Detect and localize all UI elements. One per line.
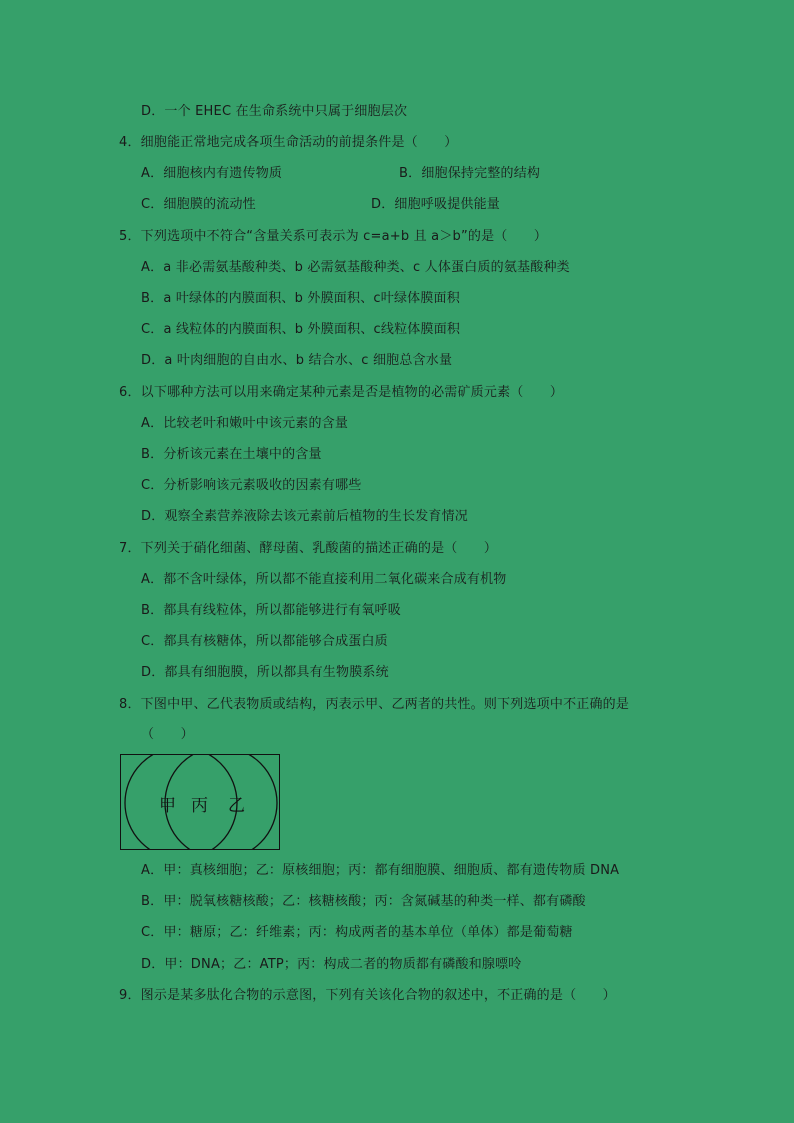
q8-answer-paren: （ ）	[141, 727, 194, 742]
question-5: 5．下列选项中不符合“含量关系可表示为 c=a+b 且 a＞b”的是（ ）	[119, 229, 548, 244]
question-9: 9．图示是某多肽化合物的示意图，下列有关该化合物的叙述中，不正确的是（ ）	[119, 988, 616, 1003]
q8-option-d: D．甲：DNA；乙：ATP；丙：构成二者的物质都有磷酸和腺嘌呤	[141, 957, 522, 972]
venn-label-middle: 丙	[191, 796, 208, 816]
q4-option-b: B．细胞保持完整的结构	[399, 166, 541, 181]
q4-option-a: A．细胞核内有遗传物质	[141, 166, 283, 181]
q7-option-a: A．都不含叶绿体，所以都不能直接利用二氧化碳来合成有机物	[141, 572, 507, 587]
question-6: 6．以下哪种方法可以用来确定某种元素是否是植物的必需矿质元素（ ）	[119, 385, 564, 400]
q4-option-d: D．细胞呼吸提供能量	[371, 197, 501, 212]
q8-option-c: C．甲：糖原；乙：纤维素；丙：构成两者的基本单位（单体）都是葡萄糖	[141, 925, 573, 940]
question-7: 7．下列关于硝化细菌、酵母菌、乳酸菌的描述正确的是（ ）	[119, 541, 498, 556]
question-4: 4．细胞能正常地完成各项生命活动的前提条件是（ ）	[119, 135, 458, 150]
q7-option-d: D．都具有细胞膜，所以都具有生物膜系统	[141, 665, 389, 680]
q4-option-c: C．细胞膜的流动性	[141, 197, 256, 212]
q5-option-d: D．a 叶肉细胞的自由水、b 结合水、c 细胞总含水量	[141, 353, 453, 368]
q8-option-a: A．甲：真核细胞；乙：原核细胞；丙：都有细胞膜、细胞质、都有遗传物质 DNA	[141, 863, 620, 878]
venn-diagram	[120, 754, 280, 850]
q5-option-a: A．a 非必需氨基酸种类、b 必需氨基酸种类、c 人体蛋白质的氨基酸种类	[141, 260, 570, 275]
q6-option-b: B．分析该元素在土壤中的含量	[141, 447, 322, 462]
q5-option-b: B．a 叶绿体的内膜面积、b 外膜面积、c叶绿体膜面积	[141, 291, 460, 306]
venn-circle-right	[165, 755, 277, 849]
question-8: 8．下图中甲、乙代表物质或结构，丙表示甲、乙两者的共性。则下列选项中不正确的是	[119, 697, 630, 712]
q5-option-c: C．a 线粒体的内膜面积、b 外膜面积、c线粒体膜面积	[141, 322, 461, 337]
q7-option-c: C．都具有核糖体，所以都能够合成蛋白质	[141, 634, 388, 649]
q7-option-b: B．都具有线粒体，所以都能够进行有氧呼吸	[141, 603, 401, 618]
venn-label-right: 乙	[228, 796, 245, 816]
q8-option-b: B．甲：脱氧核糖核酸；乙：核糖核酸；丙：含氮碱基的种类一样、都有磷酸	[141, 894, 586, 909]
venn-circle-left	[125, 755, 237, 849]
q3-option-d: D．一个 EHEC 在生命系统中只属于细胞层次	[141, 104, 408, 119]
q6-option-a: A．比较老叶和嫩叶中该元素的含量	[141, 416, 349, 431]
venn-label-left: 甲	[159, 796, 176, 816]
q6-option-c: C．分析影响该元素吸收的因素有哪些	[141, 478, 362, 493]
q6-option-d: D．观察全素营养液除去该元素前后植物的生长发育情况	[141, 509, 469, 524]
